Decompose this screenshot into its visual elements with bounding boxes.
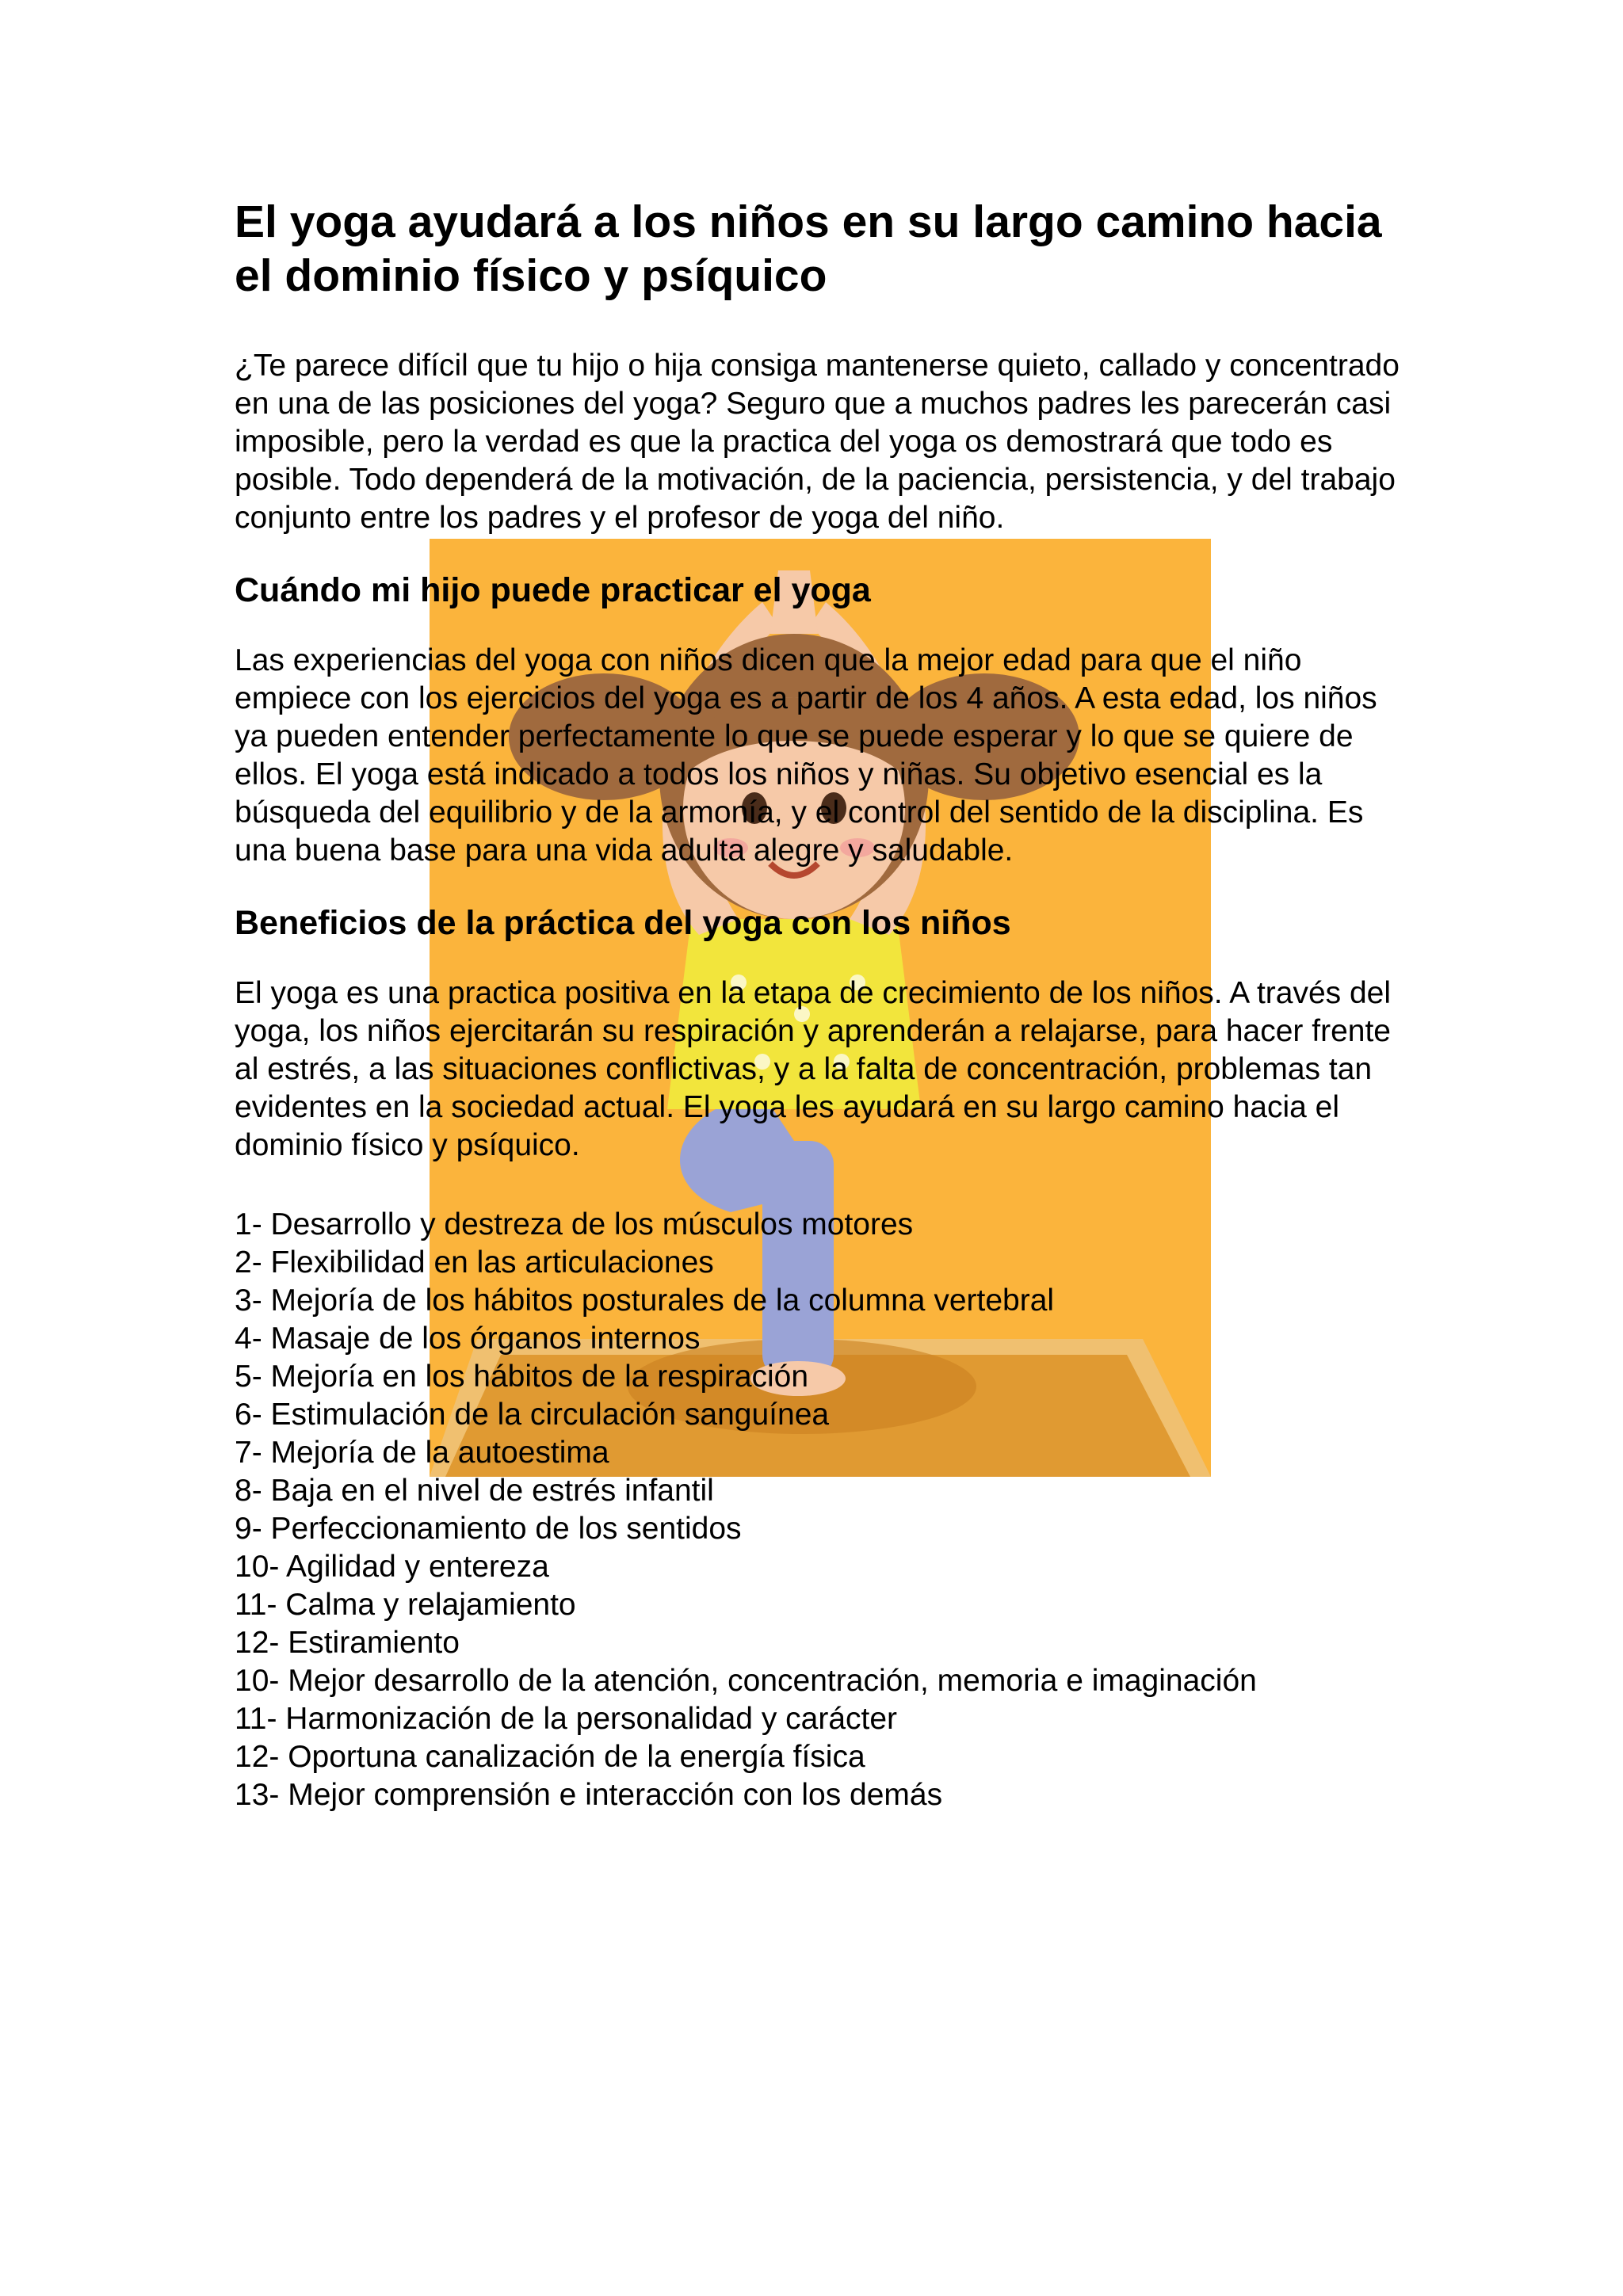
list-item: 7- Mejoría de la autoestima	[235, 1436, 609, 1470]
document-title: El yoga ayudará a los niños en su largo camino hacia el dominio físico y psíquico	[235, 196, 1382, 301]
section-heading-when: Cuándo mi hijo puede practicar el yoga	[235, 571, 871, 609]
intro-paragraph: ¿Te parece difícil que tu hijo o hija consiga mantenerse quieto, callado y concentrado en una de las posiciones del yoga? Seguro que a muchos padres les parecerán casi imposible, pero la verdad es que la practica del yoga os demostrará que todo es posible. Todo dependerá de la motivación, de la paciencia, persistencia, y del trabajo conjunto entre los padres y el profesor de yoga del niño.	[235, 349, 1400, 535]
list-item: 12- Oportuna canalización de la energía física	[235, 1740, 865, 1774]
document-content	[235, 195, 1400, 1814]
list-item: 9- Perfeccionamiento de los sentidos	[235, 1512, 742, 1546]
list-item: 8- Baja en el nivel de estrés infantil	[235, 1474, 714, 1508]
section-body-when: Las experiencias del yoga con niños dicen que la mejor edad para que el niño empiece con los ejercicios del yoga es a partir de los 4 años. A esta edad, los niños ya pueden entender perfectamente lo que se puede esperar y lo que se quiere de ellos. El yoga está indicado a todos los niños y niñas. Su objetivo esencial es la búsqueda del equilibrio y de la armonía, y el control del sentido de la disciplina. Es una buena base para una vida adulta alegre y saludable.	[235, 643, 1377, 868]
list-item: 1- Desarrollo y destreza de los músculos motores	[235, 1207, 914, 1241]
list-item: 12- Estiramiento	[235, 1626, 460, 1660]
list-item: 6- Estimulación de la circulación sanguínea	[235, 1398, 830, 1432]
section-body-benefits: El yoga es una practica positiva en la etapa de crecimiento de los niños. A través del yoga, los niños ejercitarán su respiración y aprenderán a relajarse, para hacer frente al estrés, a las situaciones conflictivas, y a la falta de concentración, problemas tan evidentes en la sociedad actual. El yoga les ayudará en su largo camino hacia el dominio físico y psíquico.	[235, 976, 1392, 1162]
list-item: 5- Mejoría en los hábitos de la respiración	[235, 1360, 809, 1394]
list-item: 4- Masaje de los órganos internos	[235, 1322, 701, 1356]
benefits-list	[235, 1206, 1400, 1814]
list-item: 3- Mejoría de los hábitos posturales de la columna vertebral	[235, 1283, 1055, 1318]
section-heading-benefits: Beneficios de la práctica del yoga con los niños	[235, 904, 1011, 942]
list-item: 11- Harmonización de la personalidad y carácter	[235, 1702, 898, 1736]
list-item: 11- Calma y relajamiento	[235, 1588, 576, 1622]
list-item: 13- Mejor comprensión e interacción con los demás	[235, 1778, 943, 1812]
list-item: 10- Agilidad y entereza	[235, 1550, 549, 1584]
list-item: 2- Flexibilidad en las articulaciones	[235, 1245, 714, 1280]
list-item: 10- Mejor desarrollo de la atención, concentración, memoria e imaginación	[235, 1664, 1257, 1698]
